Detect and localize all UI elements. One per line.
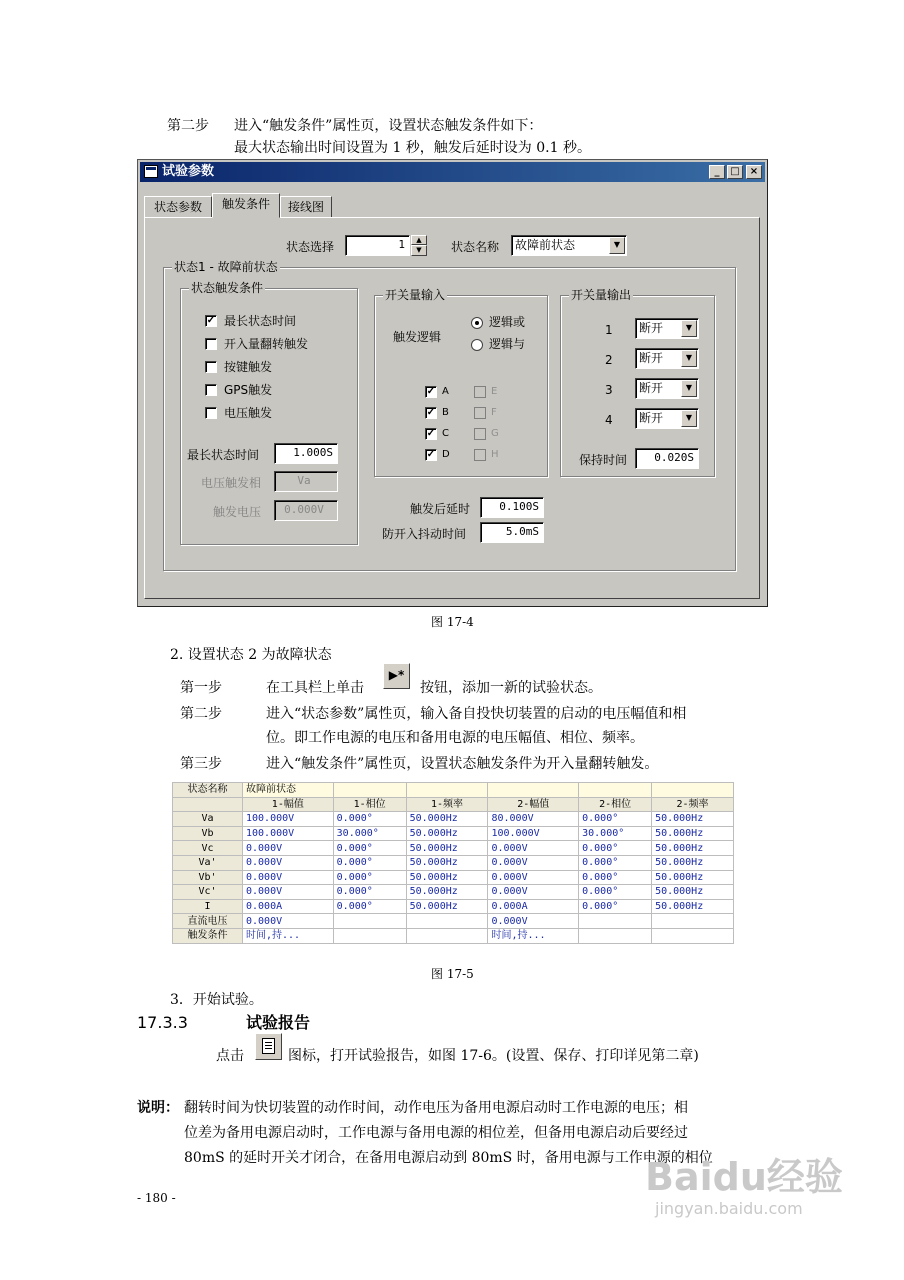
checkbox-icon[interactable] (205, 338, 217, 350)
table-row (173, 826, 734, 841)
table-header-cell: 状态名称 (173, 783, 243, 798)
table-cell (333, 914, 406, 929)
table-cell[interactable]: 0.000A (488, 899, 579, 914)
table-cell[interactable]: 100.000V (243, 812, 334, 827)
close-button[interactable]: × (746, 165, 762, 179)
state-name-value: 故障前状态 (515, 238, 576, 252)
table-cell[interactable]: 50.000Hz (406, 870, 488, 885)
table-cell[interactable]: 0.000V (243, 885, 334, 900)
spin-up-icon[interactable]: ▲ (411, 235, 427, 245)
table-cell[interactable]: 80.000V (488, 812, 579, 827)
table-row (173, 841, 734, 856)
table-cell[interactable]: 0.000° (579, 899, 652, 914)
state-group (163, 260, 736, 571)
logic-or-label: 逻辑或 (489, 315, 526, 329)
table-cell[interactable]: 100.000V (488, 826, 579, 841)
table-cell[interactable]: 0.000V (243, 870, 334, 885)
output-value: 断开 (639, 411, 664, 425)
table-cell[interactable]: 0.000° (333, 885, 406, 900)
figure-caption-1: 图 17-4 (431, 615, 474, 629)
table-cell[interactable]: 0.000° (333, 855, 406, 870)
note-line2: 位差为备用电源启动时，工作电源与备用电源的相位差，但备用电源启动后要经过 (184, 1125, 688, 1141)
row-label: Va' (173, 855, 243, 870)
table-row (173, 812, 734, 827)
page-number: - 180 - (137, 1191, 176, 1205)
table-cell[interactable]: 0.000V (488, 870, 579, 885)
binary-input-group (374, 288, 548, 477)
checkbox-disabled-icon (474, 407, 486, 419)
s1-text-a: 在工具栏上单击 (266, 680, 364, 696)
table-cell (652, 928, 734, 943)
row-label: Vc (173, 841, 243, 856)
note-line1: 翻转时间为快切装置的动作时间，动作电压为备用电源启动时工作电源的电压；相 (184, 1100, 688, 1116)
output-combo[interactable] (635, 378, 699, 399)
table-cell[interactable]: 0.000V (488, 855, 579, 870)
output-num: 2 (605, 353, 613, 367)
table-cell (333, 928, 406, 943)
binary-input-title: 开关量输入 (385, 288, 446, 302)
s1-text-b: 按钮，添加一新的试验状态。 (420, 680, 602, 696)
input-label: D (442, 449, 450, 460)
input-label: A (442, 386, 449, 397)
output-combo[interactable] (635, 318, 699, 339)
input-label: F (491, 407, 497, 418)
input-label: E (491, 386, 498, 397)
delay-input[interactable]: 0.100S (480, 497, 544, 518)
table-header-cell: 1-频率 (406, 797, 488, 812)
checkbox-icon[interactable] (205, 407, 217, 419)
hold-time-input[interactable]: 0.020S (635, 448, 699, 469)
checkbox-checked-icon[interactable]: ✓ (426, 428, 436, 439)
output-list (561, 318, 711, 438)
output-value: 断开 (639, 351, 664, 365)
table-row (173, 885, 734, 900)
output-value: 断开 (639, 321, 664, 335)
state-table (172, 782, 734, 944)
tab-state-params[interactable]: 状态参数 (144, 196, 212, 218)
table-cell[interactable]: 0.000° (333, 899, 406, 914)
report-icon[interactable] (255, 1033, 282, 1060)
table-cell[interactable]: 0.000V (243, 841, 334, 856)
row-label: Vc' (173, 885, 243, 900)
note-label: 说明： (137, 1100, 179, 1116)
output-combo[interactable] (635, 348, 699, 369)
note-line3: 80mS 的延时开关才闭合，在备用电源启动到 80mS 时，备用电源与工作电源的相位 (184, 1150, 713, 1166)
window-titlebar[interactable] (140, 162, 765, 182)
trigger-option-label: 最长状态时间 (224, 314, 297, 328)
tab-trigger-conditions[interactable]: 触发条件 (212, 193, 280, 218)
step-text: 进入“触发条件”属性页，设置状态触发条件如下： (234, 118, 543, 134)
table-cell[interactable]: 时间,持... (488, 928, 579, 943)
s2-line2: 位。即工作电源的电压和备用电源的电压幅值、相位、频率。 (266, 730, 644, 746)
table-row (173, 797, 734, 812)
table-cell[interactable]: 50.000Hz (406, 841, 488, 856)
table-cell[interactable]: 0.000° (333, 841, 406, 856)
table-cell (406, 928, 488, 943)
table-cell[interactable]: 0.000° (579, 885, 652, 900)
table-cell[interactable]: 50.000Hz (652, 812, 734, 827)
volt-phase-input: Va (274, 471, 338, 492)
table-header-cell: 2-频率 (652, 797, 734, 812)
table-cell[interactable]: 0.000V (488, 841, 579, 856)
output-row-4 (561, 408, 711, 438)
hold-time-label: 保持时间 (579, 453, 628, 467)
binary-output-group (560, 288, 715, 477)
table-cell (652, 914, 734, 929)
watermark-url: jingyan.baidu.com (655, 1199, 803, 1218)
table-cell[interactable]: 0.000° (579, 855, 652, 870)
table-header-cell: 1-相位 (333, 797, 406, 812)
row-label: I (173, 899, 243, 914)
volt-trigger-label: 触发电压 (213, 505, 262, 519)
table-cell[interactable]: 0.000V (488, 885, 579, 900)
table-cell[interactable]: 0.000V (488, 914, 579, 929)
trigger-group-title: 状态触发条件 (191, 281, 264, 295)
s2-label: 第二步 (180, 706, 222, 722)
checkbox-icon[interactable] (205, 361, 217, 373)
table-cell[interactable]: 50.000Hz (652, 855, 734, 870)
table-cell[interactable]: 50.000Hz (652, 826, 734, 841)
table-cell (406, 783, 488, 798)
table-cell[interactable]: 50.000Hz (406, 885, 488, 900)
table-row (173, 855, 734, 870)
table-cell[interactable]: 0.000A (243, 899, 334, 914)
binary-output-title: 开关量输出 (571, 288, 632, 302)
table-cell[interactable]: 50.000Hz (652, 885, 734, 900)
table-cell (406, 914, 488, 929)
table-row (173, 870, 734, 885)
input-label: C (442, 428, 449, 439)
output-row-2 (561, 348, 711, 378)
chevron-down-icon[interactable]: ▼ (609, 237, 625, 254)
table-cell (579, 783, 652, 798)
max-time-label: 最长状态时间 (187, 448, 260, 462)
window-title: 试验参数 (162, 164, 215, 179)
output-combo[interactable] (635, 408, 699, 429)
section2-title: 2. 设置状态 2 为故障状态 (170, 647, 332, 663)
table-row (173, 928, 734, 943)
minimize-button[interactable]: _ (709, 165, 725, 179)
table-cell[interactable]: 50.000Hz (406, 812, 488, 827)
input-label: H (491, 449, 499, 460)
trigger-option-label: 开入量翻转触发 (224, 337, 309, 351)
logic-label: 触发逻辑 (393, 330, 442, 344)
checkbox-disabled-icon (474, 386, 486, 398)
debounce-label: 防开入抖动时间 (382, 527, 467, 541)
delay-label: 触发后延时 (410, 502, 471, 516)
table-header-cell (173, 797, 243, 812)
table-cell[interactable]: 0.000° (579, 870, 652, 885)
step3-text: 3．开始试验。 (170, 992, 263, 1008)
checkbox-checked-icon[interactable]: ✓ (426, 407, 436, 418)
step-label: 第二步 (167, 118, 209, 134)
table-cell (579, 928, 652, 943)
table-cell[interactable]: 0.000° (579, 841, 652, 856)
trigger-option-label: 电压触发 (224, 406, 273, 420)
table-cell[interactable]: 50.000Hz (406, 855, 488, 870)
table-header-cell: 1-幅值 (243, 797, 334, 812)
trigger-tab-panel (144, 217, 760, 599)
radio-selected-icon[interactable] (471, 317, 483, 329)
s3-label: 第三步 (180, 756, 222, 772)
row-label: Vb (173, 826, 243, 841)
state-select-label: 状态选择 (286, 240, 335, 254)
checkbox-disabled-icon (474, 428, 486, 440)
table-cell[interactable]: 30.000° (579, 826, 652, 841)
state-name-combo[interactable] (511, 235, 627, 256)
input-label: G (491, 428, 499, 439)
test-params-window (137, 159, 768, 607)
section-number: 17.3.3 (137, 1013, 188, 1032)
state-group-title: 状态1 - 故障前状态 (174, 260, 278, 274)
radio-icon[interactable] (471, 339, 483, 351)
input-label: B (442, 407, 449, 418)
table-cell[interactable]: 50.000Hz (406, 826, 488, 841)
table-cell[interactable]: 50.000Hz (652, 841, 734, 856)
table-cell[interactable]: 0.000V (243, 855, 334, 870)
row-label: Vb' (173, 870, 243, 885)
trigger-option-label: 按键触发 (224, 360, 273, 374)
trigger-conditions-group (180, 281, 358, 545)
baidu-watermark (645, 1155, 843, 1219)
maximize-button[interactable]: □ (727, 165, 743, 179)
chevron-down-icon[interactable]: ▼ (681, 410, 697, 427)
table-cell (488, 783, 579, 798)
output-num: 4 (605, 413, 613, 427)
table-row (173, 783, 734, 798)
spin-down-icon[interactable]: ▼ (411, 245, 427, 256)
watermark-brand: Baidu经验 (645, 1155, 843, 1199)
table-cell[interactable]: 50.000Hz (406, 899, 488, 914)
output-row-1 (561, 318, 711, 348)
table-cell[interactable]: 50.000Hz (652, 899, 734, 914)
state-name-label: 状态名称 (451, 240, 500, 254)
output-num: 1 (605, 323, 613, 337)
table-cell[interactable]: 时间,持... (243, 928, 334, 943)
row-label: 触发条件 (173, 928, 243, 943)
debounce-input[interactable]: 5.0mS (480, 522, 544, 543)
chevron-down-icon[interactable]: ▼ (681, 350, 697, 367)
table-header-cell: 2-幅值 (488, 797, 579, 812)
logic-and-label: 逻辑与 (489, 337, 526, 351)
table-cell (333, 783, 406, 798)
s2-line1: 进入“状态参数”属性页，输入备自投快切装置的启动的电压幅值和相 (266, 706, 687, 722)
table-row (173, 899, 734, 914)
report-text-b: 图标，打开试验报告，如图 17-6。(设置、保存、打印详见第二章) (288, 1048, 699, 1064)
output-row-3 (561, 378, 711, 408)
table-cell[interactable]: 0.000° (333, 870, 406, 885)
table-cell[interactable]: 30.000° (333, 826, 406, 841)
volt-trigger-input: 0.000V (274, 500, 338, 521)
max-time-input[interactable]: 1.000S (274, 443, 338, 464)
checkbox-checked-icon[interactable]: ✓ (206, 315, 216, 326)
table-cell[interactable]: 0.000° (333, 812, 406, 827)
section-heading: 试验报告 (246, 1013, 311, 1032)
table-cell[interactable]: 50.000Hz (652, 870, 734, 885)
row-label: Va (173, 812, 243, 827)
s1-label: 第一步 (180, 680, 222, 696)
checkbox-checked-icon[interactable]: ✓ (426, 386, 436, 397)
state-select-input[interactable]: 1 (345, 235, 410, 256)
table-cell (652, 783, 734, 798)
table-cell[interactable]: 100.000V (243, 826, 334, 841)
tab-wiring[interactable]: 接线图 (280, 196, 332, 218)
add-state-icon[interactable]: ▶* (383, 663, 410, 689)
table-cell[interactable]: 0.000° (579, 812, 652, 827)
report-text-a: 点击 (216, 1048, 244, 1064)
checkbox-disabled-icon (474, 449, 486, 461)
step-text-line2: 最大状态输出时间设置为 1 秒，触发后延时设为 0.1 秒。 (234, 140, 591, 156)
volt-phase-label: 电压触发相 (201, 476, 262, 490)
output-value: 断开 (639, 381, 664, 395)
checkbox-checked-icon[interactable]: ✓ (426, 449, 436, 460)
table-header-cell: 2-相位 (579, 797, 652, 812)
table-row (173, 914, 734, 929)
chevron-down-icon[interactable]: ▼ (681, 320, 697, 337)
table-cell (579, 914, 652, 929)
state-name-cell[interactable]: 故障前状态 (243, 783, 334, 798)
chevron-down-icon[interactable]: ▼ (681, 380, 697, 397)
row-label: 直流电压 (173, 914, 243, 929)
s3-text: 进入“触发条件”属性页，设置状态触发条件为开入量翻转触发。 (266, 756, 659, 772)
output-num: 3 (605, 383, 613, 397)
state-spinner[interactable] (411, 235, 427, 256)
table-cell[interactable]: 0.000V (243, 914, 334, 929)
figure-caption-2: 图 17-5 (431, 967, 474, 981)
trigger-option-label: GPS触发 (224, 383, 273, 397)
checkbox-icon[interactable] (205, 384, 217, 396)
app-icon (144, 165, 158, 178)
